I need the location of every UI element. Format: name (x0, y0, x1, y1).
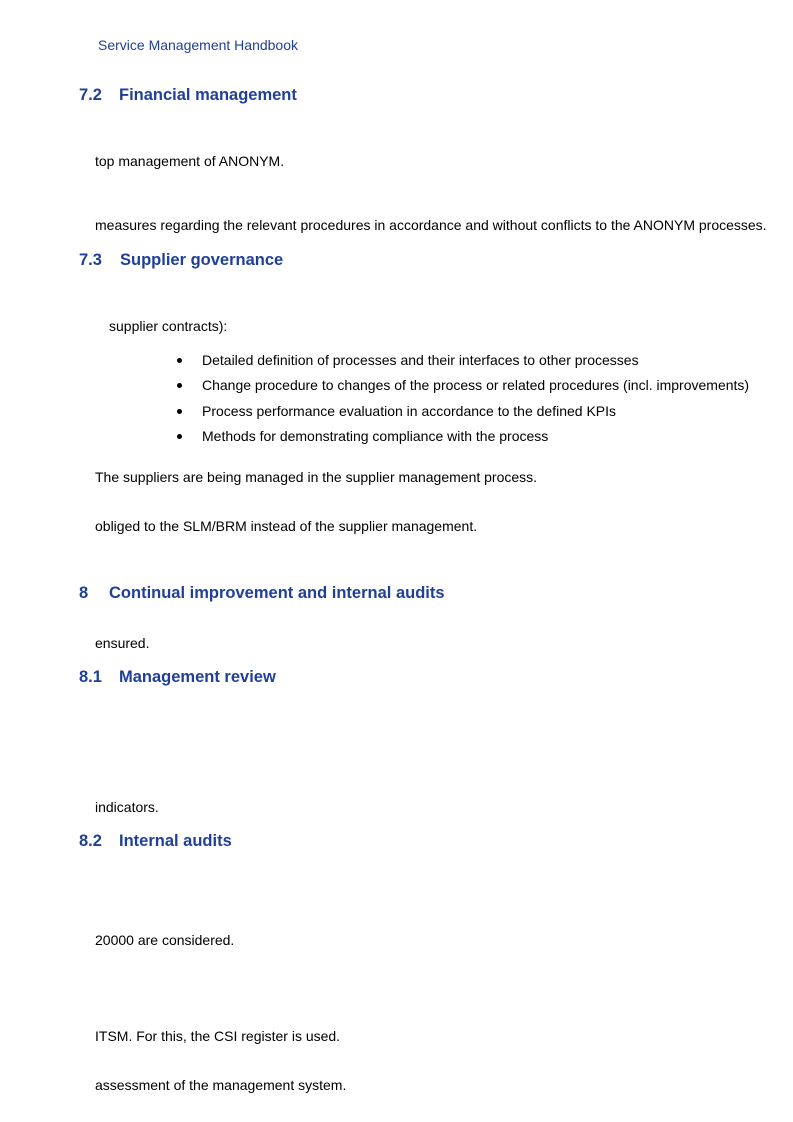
section-title: Financial management (119, 86, 297, 104)
section-heading-8-1 (79, 668, 276, 687)
paragraph: top management of ANONYM. (95, 153, 285, 169)
section-heading-7-3 (79, 251, 283, 270)
section-number: 8 (79, 584, 89, 602)
paragraph: assessment of the management system. (95, 1077, 347, 1093)
list-item (202, 403, 616, 419)
paragraph: indicators. (95, 799, 159, 815)
section-number: 8.1 (79, 668, 102, 686)
list-item (202, 352, 639, 368)
list-item-text: Process performance evaluation in accordance to the defined KPIs (202, 403, 617, 419)
list-item-text: Change procedure to changes of the process or related procedures (incl. improvements) (202, 377, 750, 393)
section-title: Supplier governance (120, 251, 284, 269)
section-title: Management review (119, 668, 276, 686)
section-title: Continual improvement and internal audits (109, 584, 445, 602)
document-header: Service Management Handbook (98, 37, 299, 53)
section-title: Internal audits (119, 832, 232, 850)
section-heading-8-2 (79, 832, 232, 851)
list-item-text: Detailed definition of processes and their interfaces to other processes (202, 352, 639, 368)
paragraph: obliged to the SLM/BRM instead of the supplier management. (95, 518, 478, 534)
paragraph: 20000 are considered. (95, 932, 235, 948)
list-item (202, 377, 749, 393)
paragraph: The suppliers are being managed in the supplier management process. (95, 469, 538, 485)
bullet-icon (177, 383, 182, 388)
paragraph: ITSM. For this, the CSI register is used. (95, 1028, 341, 1044)
bullet-icon (177, 358, 182, 363)
section-number: 8.2 (79, 832, 102, 850)
section-heading-7-2 (79, 86, 297, 105)
paragraph: ensured. (95, 635, 150, 651)
list-item-text: Methods for demonstrating compliance with the process (202, 428, 549, 444)
paragraph: measures regarding the relevant procedures in accordance and without conflicts to the ANONYM processes. (95, 217, 767, 233)
section-heading-8 (79, 584, 445, 603)
bullet-icon (177, 434, 182, 439)
paragraph: supplier contracts): (109, 318, 228, 334)
section-number: 7.3 (79, 251, 102, 269)
list-item (202, 428, 548, 444)
bullet-icon (177, 409, 182, 414)
section-number: 7.2 (79, 86, 102, 104)
